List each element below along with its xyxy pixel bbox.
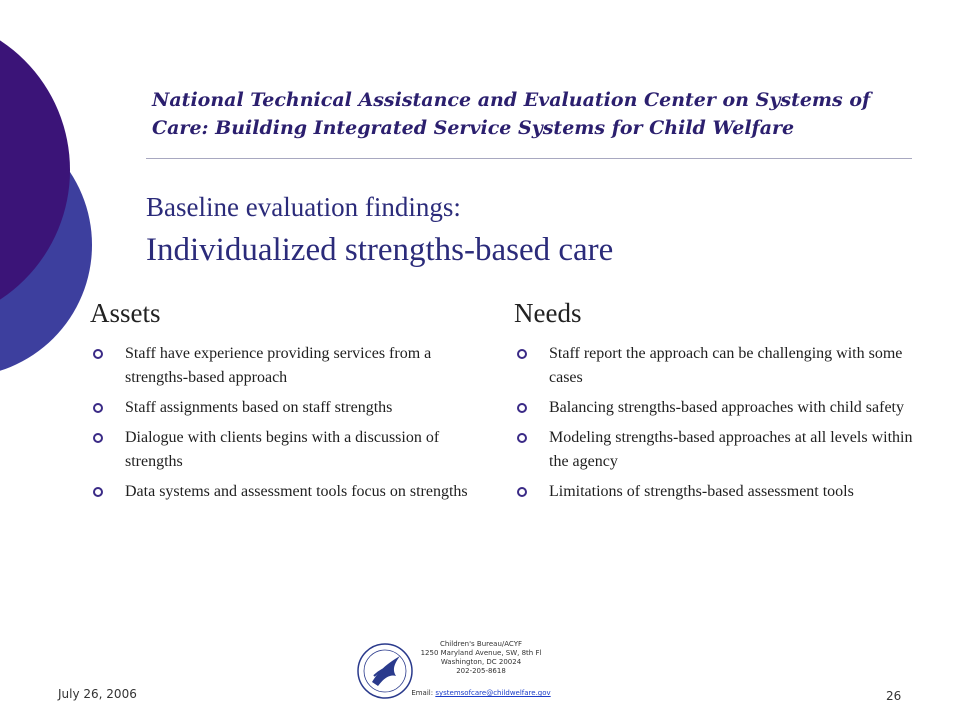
assets-list — [90, 342, 480, 504]
list-item — [90, 342, 480, 390]
list-item — [90, 396, 480, 420]
address-line: 1250 Maryland Avenue, SW, 8th Fl — [420, 649, 542, 657]
circle-bullet-icon — [517, 487, 527, 497]
assets-column — [90, 296, 480, 510]
circle-bullet-icon — [93, 433, 103, 443]
list-item — [90, 480, 480, 504]
address-line: Washington, DC 20024 — [440, 658, 522, 666]
list-item — [514, 396, 934, 420]
circle-bullet-icon — [93, 487, 103, 497]
circle-bullet-icon — [93, 403, 103, 413]
list-item — [514, 342, 934, 390]
list-item — [514, 480, 934, 504]
email-link[interactable]: systemsofcare@childwelfare.gov — [435, 689, 551, 697]
email-line — [396, 689, 566, 697]
slide-title: Individualized strengths-based care — [146, 232, 614, 268]
org-name: Children's Bureau/ACYF — [439, 640, 522, 648]
email-label: Email: — [411, 689, 434, 697]
footer-date: July 26, 2006 — [58, 687, 137, 701]
list-item-text: Modeling strengths-based approaches at all levels within the agency — [549, 429, 913, 470]
list-item-text: Balancing strengths-based approaches with child safety — [549, 399, 904, 416]
list-item — [90, 426, 480, 474]
circle-bullet-icon — [517, 433, 527, 443]
list-item-text: Data systems and assessment tools focus on strengths — [125, 483, 468, 500]
list-item-text: Staff report the approach can be challenging with some cases — [549, 345, 903, 386]
list-item-text: Staff assignments based on staff strengths — [125, 399, 393, 416]
circle-bullet-icon — [517, 349, 527, 359]
needs-heading: Needs — [514, 298, 582, 328]
header-title: National Technical Assistance and Evaluation Center on Systems of Care: Building Integrated Service Systems for Child Welfare — [152, 89, 871, 139]
assets-heading: Assets — [90, 298, 161, 328]
needs-list — [514, 342, 934, 504]
header-divider — [146, 158, 912, 159]
circle-bullet-icon — [517, 403, 527, 413]
page-number: 26 — [886, 689, 902, 703]
phone-number: 202-205-8618 — [456, 667, 506, 675]
list-item — [514, 426, 934, 474]
slide-subtitle: Baseline evaluation findings: — [146, 192, 461, 222]
list-item-text: Dialogue with clients begins with a discussion of strengths — [125, 429, 440, 470]
list-item-text: Limitations of strengths-based assessment tools — [549, 483, 854, 500]
org-contact-block — [396, 640, 566, 676]
list-item-text: Staff have experience providing services from a strengths-based approach — [125, 345, 432, 386]
circle-bullet-icon — [93, 349, 103, 359]
needs-column — [514, 296, 934, 510]
